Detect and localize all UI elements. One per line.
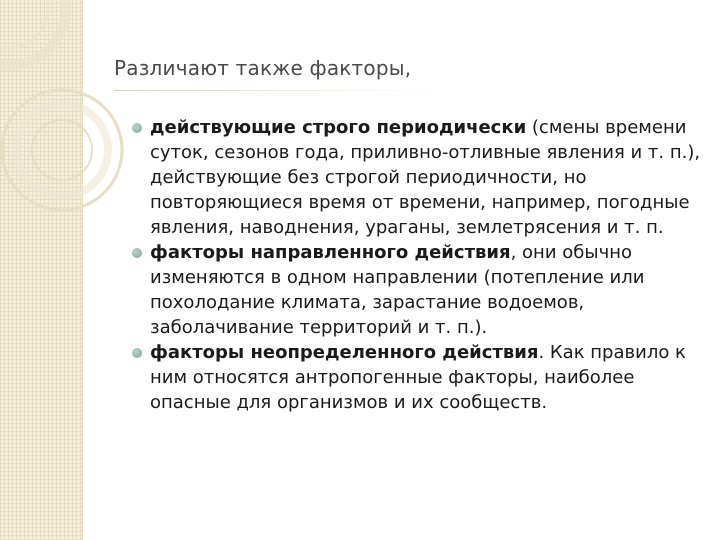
bullet-description: , они обычно изменяются в одном направлении (потепление или похолодание климата, зарастание водоемов, заболачивание территорий и т. п.). <box>150 242 645 338</box>
bullet-term: факторы направленного действия <box>150 242 511 263</box>
bullet-list <box>132 115 704 415</box>
bullet-term: факторы неопределенного действия <box>150 342 539 363</box>
bullet-description: (смены времени суток, сезонов года, приливно-отливные явления и т. п.), действующие без строгой периодичности, но повторяющиеся время от времени, например, погодные явления, наводнения, ураганы, землетрясения и т. п. <box>150 117 701 238</box>
bullet-text <box>150 242 644 338</box>
bullet-circle-icon <box>132 123 142 133</box>
bullet-item <box>132 115 704 240</box>
bullet-term: действующие строго периодически <box>150 117 527 138</box>
title-divider <box>114 90 444 91</box>
bullet-item <box>132 340 704 415</box>
bullet-item <box>132 240 704 340</box>
slide-title: Различают также факторы, <box>114 56 412 80</box>
bullet-text <box>150 117 700 238</box>
bullet-text <box>150 342 686 413</box>
bullet-description: . Как правило к ним относятся антропогенные факторы, наиболее опасные для организмов и их сообществ. <box>150 342 686 413</box>
bullet-circle-icon <box>132 248 142 258</box>
bullet-circle-icon <box>132 348 142 358</box>
